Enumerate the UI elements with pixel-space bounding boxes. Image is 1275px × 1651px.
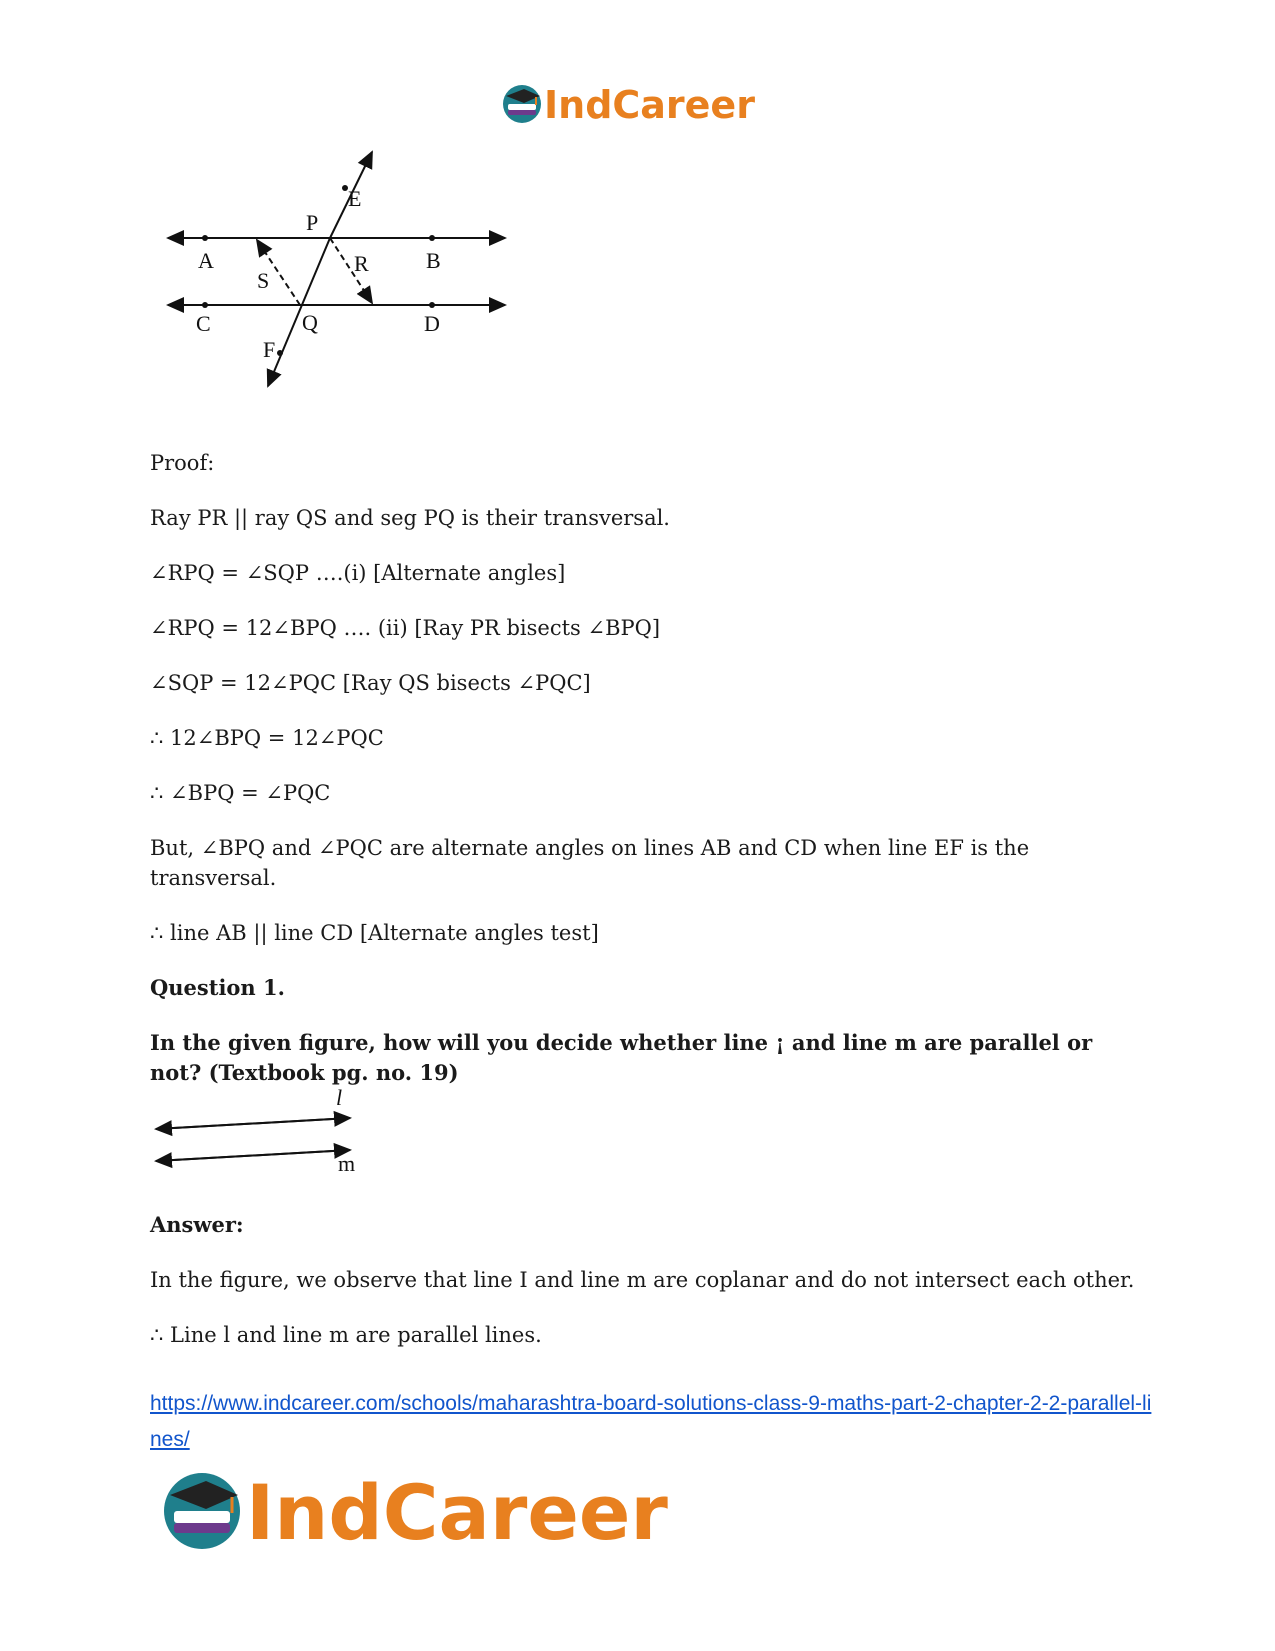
- question-title: Question 1.: [150, 975, 285, 1000]
- proof-line: Ray PR || ray QS and seg PQ is their transversal.: [150, 506, 670, 530]
- label-e: E: [348, 186, 362, 211]
- label-l: l: [336, 1085, 343, 1110]
- logo-text: IndCareer: [544, 83, 755, 127]
- label-q: Q: [302, 310, 318, 335]
- indcareer-logo-bottom: [160, 1465, 700, 1555]
- label-c: C: [196, 311, 211, 336]
- label-s: S: [257, 268, 270, 293]
- proof-line: ∴ ∠BPQ = ∠PQC: [150, 781, 331, 805]
- logo-text: IndCareer: [246, 1468, 668, 1555]
- proof-line: ∠SQP = 12∠PQC [Ray QS bisects ∠PQC]: [150, 671, 591, 695]
- label-f: F: [263, 337, 276, 362]
- proof-line: ∴ line AB || line CD [Alternate angles test]: [150, 921, 599, 945]
- source-link[interactable]: https://www.indcareer.com/schools/maharashtra-board-solutions-class-9-maths-part-2-chapter-2-2-parallel-lines/: [150, 1392, 1152, 1451]
- question-text: In the given figure, how will you decide whether line ¡ and line m are parallel or not? (Textbook pg. no. 19): [150, 1030, 1100, 1085]
- label-p: P: [306, 210, 319, 235]
- parallel-lines-transversal-figure: [160, 150, 520, 410]
- graduation-book-icon: [164, 1473, 240, 1549]
- label-a: A: [198, 248, 214, 273]
- label-r: R: [354, 251, 369, 276]
- graduation-book-icon: [503, 85, 541, 123]
- label-d: D: [424, 311, 440, 336]
- two-lines-figure: [150, 1085, 380, 1190]
- proof-line: ∠RPQ = ∠SQP ….(i) [Alternate angles]: [150, 561, 566, 585]
- proof-line: ∴ 12∠BPQ = 12∠PQC: [150, 726, 384, 750]
- document-body: [150, 448, 1150, 1115]
- indcareer-logo-top: [500, 80, 770, 128]
- answer-section: [150, 1210, 1160, 1375]
- proof-heading: Proof:: [150, 451, 215, 475]
- answer-line: In the figure, we observe that line I and line m are coplanar and do not intersect each other.: [150, 1268, 1135, 1292]
- label-m: m: [338, 1151, 356, 1176]
- proof-line: ∠RPQ = 12∠BPQ …. (ii) [Ray PR bisects ∠BPQ]: [150, 616, 661, 640]
- answer-heading: Answer:: [150, 1212, 244, 1237]
- label-b: B: [426, 248, 441, 273]
- proof-line: But, ∠BPQ and ∠PQC are alternate angles on lines AB and CD when line EF is the transversal.: [150, 836, 1036, 890]
- answer-line: ∴ Line l and line m are parallel lines.: [150, 1323, 542, 1347]
